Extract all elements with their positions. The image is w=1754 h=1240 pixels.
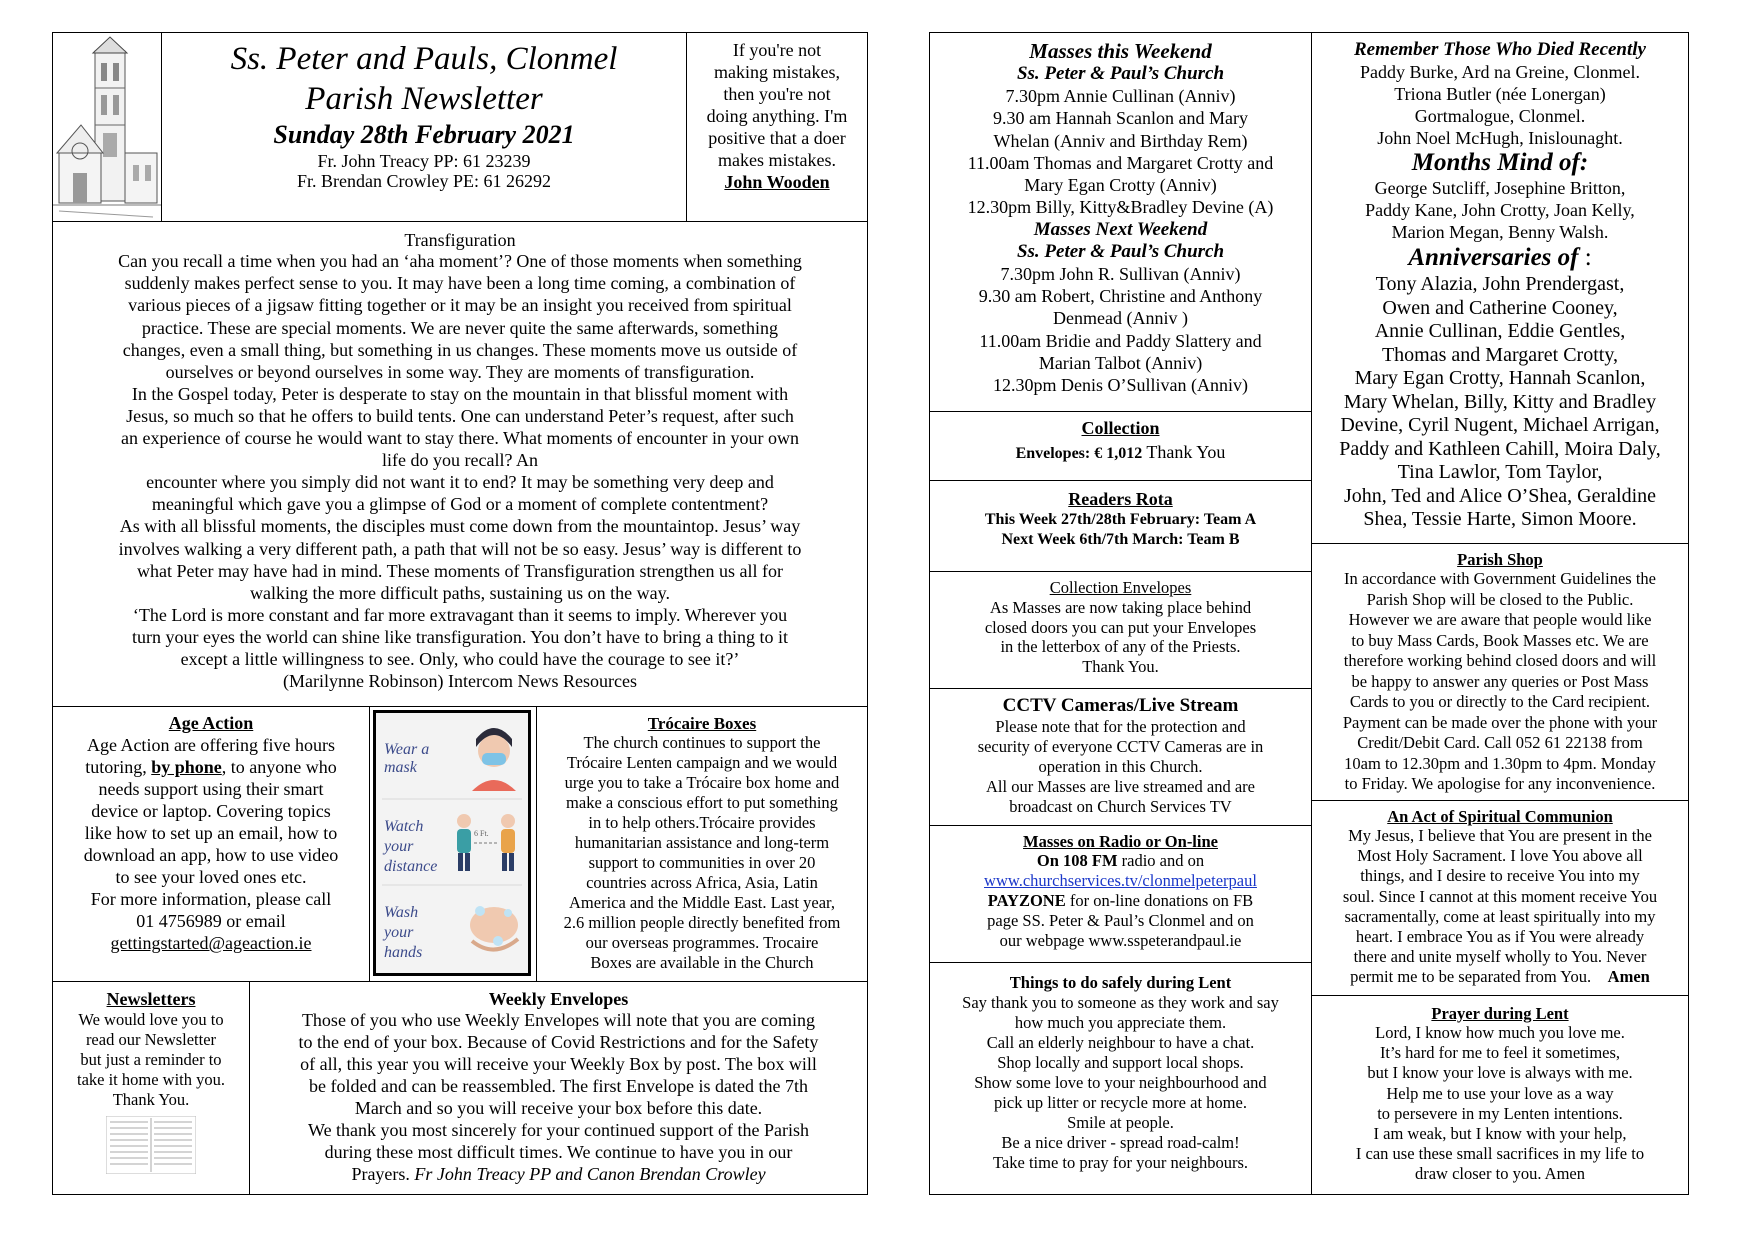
transfiguration-line-9: an experience of course he would want to stay there. What moments of encounter in your own xyxy=(121,428,799,449)
trocaire-line-1: The church continues to support the xyxy=(583,733,821,752)
remember-title: Remember Those Who Died Recently xyxy=(1353,39,1646,60)
lent-tip-line-8: Be a nice driver - spread road-calm! xyxy=(1001,1133,1240,1152)
article-body xyxy=(53,250,867,692)
trocaire-line-5: in to help others.Trócaire provides xyxy=(588,813,816,832)
masses-next-weekend-list xyxy=(930,263,1311,397)
transfiguration-line-13: As with all blissful moments, the disciples must come down from the mountaintop. Jesus’ way xyxy=(119,516,801,537)
mass-this-weekend-line-2: 9.30 am Hannah Scanlon and Mary xyxy=(993,108,1248,129)
transfiguration-line-10: life do you recall? An xyxy=(382,450,538,471)
quote-line-5: positive that a doer xyxy=(708,128,846,148)
newsletter-date: Sunday 28th February 2021 xyxy=(273,120,575,149)
weekly-envelopes-box xyxy=(249,981,868,1195)
transfiguration-line-17: ‘The Lord is more constant and far more extravagant than it seems to imply. Wherever you xyxy=(132,604,788,625)
transfiguration-line-16: walking the more difficult paths, sustaining us on the way. xyxy=(250,582,670,603)
cctv-line-4: All our Masses are live streamed and are xyxy=(986,777,1255,796)
mass-next-weekend-line-4: 11.00am Bridie and Paddy Slattery and xyxy=(979,330,1262,351)
newsletters-body xyxy=(53,1010,249,1110)
cctv-title: CCTV Cameras/Live Stream xyxy=(1002,695,1239,716)
anniversary-line-7: Devine, Cyril Nugent, Michael Arrigan, xyxy=(1340,414,1660,436)
church-drawing xyxy=(53,33,161,221)
spiritual-communion-line-7: there and unite myself wholly to You. Never xyxy=(1353,947,1647,967)
died-recently-line-3: Gortmalogue, Clonmel. xyxy=(1414,106,1586,126)
quote-line-2: making mistakes, xyxy=(714,62,840,82)
church-illustration-box xyxy=(52,32,162,222)
weekly-envelopes-line-2: to the end of your box. Because of Covid Restrictions and for the Safety xyxy=(298,1032,819,1053)
transfiguration-line-12: meaningful which gave you a glimpse of God or a moment of complete contentment? xyxy=(151,494,769,515)
mass-next-weekend-line-5: Marian Talbot (Anniv) xyxy=(1038,352,1203,373)
masses-this-weekend-title: Masses this Weekend xyxy=(1029,39,1212,63)
parish-shop-line-5: therefore working behind closed doors and will xyxy=(1343,651,1657,670)
masses-this-weekend-list xyxy=(930,85,1311,219)
church-name-1: Ss. Peter & Paul’s Church xyxy=(1016,63,1225,84)
trocaire-line-9: America and the Middle East. Last year, xyxy=(569,893,835,912)
parish-shop-line-11: to Friday. We apologise for any inconvenience. xyxy=(1344,774,1656,793)
newsletter-title: Parish Newsletter xyxy=(305,81,543,117)
newsletters-box xyxy=(52,981,250,1195)
readers-this-week: This Week 27th/28th February: Team A xyxy=(984,511,1257,528)
newsletters-title: Newsletters xyxy=(106,989,196,1009)
trocaire-line-3: urge you to take a Trócaire box home and xyxy=(564,773,840,792)
weekly-envelopes-line-3: of all, this year you will receive your Weekly Box by post. The box will xyxy=(300,1054,817,1075)
age-action-line-1: needs support using their smart xyxy=(98,779,324,799)
spiritual-communion-line-5: sacramentally, come at least spiritually into my xyxy=(1344,906,1656,926)
transfiguration-line-11: encounter where you simply did not want it to end? It may be something very deep and xyxy=(146,472,774,493)
anniversary-line-4: Thomas and Margaret Crotty, xyxy=(1381,343,1619,366)
by-phone-text: by phone xyxy=(151,757,222,777)
age-action-line-7: 01 4756989 or email xyxy=(136,911,286,931)
weekly-envelopes-line-6: We thank you most sincerely for your continued support of the Parish xyxy=(308,1120,809,1141)
spiritual-communion-body xyxy=(1312,826,1688,967)
anniversary-line-6: Mary Whelan, Billy, Kitty and Bradley xyxy=(1343,390,1657,413)
quote-line-1: If you're not xyxy=(732,40,822,60)
radio-online-box xyxy=(929,825,1312,963)
collection-envelopes-line-2: closed doors you can put your Envelopes xyxy=(984,617,1257,637)
covid-poster-frame xyxy=(369,706,537,982)
parish-shop-line-8: Payment can be made over the phone with your xyxy=(1342,712,1658,732)
mass-next-weekend-line-1: 7.30pm John R. Sullivan (Anniv) xyxy=(1000,263,1241,284)
mass-this-weekend-line-1: 7.30pm Annie Cullinan (Anniv) xyxy=(1005,86,1236,106)
newsletters-line-3: but just a reminder to xyxy=(80,1050,222,1069)
lent-tips-body xyxy=(930,993,1311,1173)
mass-this-weekend-line-3: Whelan (Anniv and Birthday Rem) xyxy=(993,130,1248,151)
prayer-lent-body xyxy=(1312,1023,1688,1185)
lent-tip-line-9: Take time to pray for your neighbours. xyxy=(993,1153,1248,1172)
anniversaries-list xyxy=(1312,273,1688,532)
lent-tip-line-5: Show some love to your neighbourhood and xyxy=(974,1073,1267,1092)
quote-line-3: then you're not xyxy=(723,84,831,104)
parish-shop-line-4: to buy Mass Cards, Book Masses etc. We are xyxy=(1351,630,1649,650)
mass-next-weekend-line-2: 9.30 am Robert, Christine and Anthony xyxy=(978,286,1263,307)
spiritual-communion-last: permit me to be separated from You. Amen xyxy=(1350,967,1650,987)
church-name-2: Ss. Peter & Paul’s Church xyxy=(1016,240,1225,262)
died-recently-line-1: Paddy Burke, Ard na Greine, Clonmel. xyxy=(1360,62,1640,82)
weekly-envelopes-line-7: during these most difficult times. We continue to have you in our xyxy=(324,1142,793,1163)
parish-shop-body xyxy=(1312,569,1688,795)
months-mind-list xyxy=(1312,177,1688,243)
spiritual-communion-line-1: My Jesus, I believe that You are present in the xyxy=(1348,826,1652,845)
cctv-line-2: security of everyone CCTV Cameras are in xyxy=(977,737,1264,756)
masses-box xyxy=(929,32,1312,412)
transfiguration-article xyxy=(52,221,868,707)
weekly-envelopes-line-1: Those of you who use Weekly Envelopes will note that you are coming xyxy=(301,1010,816,1031)
quote-author: John Wooden xyxy=(724,172,830,192)
parish-shop-line-3: However we are aware that people would like xyxy=(1348,610,1652,629)
prayer-lent-line-4: Help me to use your love as a way xyxy=(1386,1083,1614,1103)
cctv-line-5: broadcast on Church Services TV xyxy=(1009,797,1232,816)
age-action-line-4: download an app, how to use video xyxy=(83,845,339,865)
trocaire-line-11: our overseas programmes. Trocaire xyxy=(585,933,819,952)
newsletters-line-5: Thank You. xyxy=(112,1090,190,1109)
weekly-envelopes-line-5: March and so you will receive your box before this date. xyxy=(354,1098,763,1119)
collection-envelopes-title: Collection Envelopes xyxy=(1049,578,1192,597)
prayer-lent-line-5: to persevere in my Lenten intentions. xyxy=(1377,1103,1623,1123)
spiritual-communion-line-4: soul. Since I cannot at this moment receive You xyxy=(1342,886,1658,906)
readers-rota-box xyxy=(929,480,1312,572)
age-action-line-2: device or laptop. Covering topics xyxy=(91,801,331,821)
anniversary-line-11: Shea, Tessie Harte, Simon Moore. xyxy=(1363,508,1637,530)
masthead xyxy=(161,32,687,222)
poster-distance-label: 6 Ft. xyxy=(474,829,489,838)
collection-envelopes-line-4: Thank You. xyxy=(1082,656,1159,676)
poster-wash-hands: Wash your hands xyxy=(384,904,423,961)
parish-shop-line-9: Credit/Debit Card. Call 052 61 22138 from xyxy=(1357,733,1643,752)
mass-this-weekend-line-5: Mary Egan Crotty (Anniv) xyxy=(1024,175,1217,196)
prayer-lent-line-3: but I know your love is always with me. xyxy=(1367,1063,1633,1083)
readers-next-week: Next Week 6th/7th March: Team B xyxy=(1001,531,1240,548)
mass-next-weekend-line-6: 12.30pm Denis O’Sullivan (Anniv) xyxy=(993,375,1248,396)
cctv-body xyxy=(930,717,1311,817)
newsletter-thumbnail xyxy=(106,1116,196,1174)
spiritual-communion-line-3: things, and I desire to receive You into my xyxy=(1360,866,1640,886)
trocaire-body xyxy=(537,733,867,973)
lent-tips-title: Things to do safely during Lent xyxy=(1009,973,1232,992)
transfiguration-line-20: (Marilynne Robinson) Intercom News Resources xyxy=(283,671,637,692)
parish-shop-title: Parish Shop xyxy=(1457,550,1543,569)
mass-this-weekend-line-4: 11.00am Thomas and Margaret Crotty and xyxy=(967,152,1274,173)
anniversary-line-3: Annie Cullinan, Eddie Gentles, xyxy=(1374,320,1626,342)
anniversary-line-10: John, Ted and Alice O’Shea, Geraldine xyxy=(1343,484,1657,507)
age-action-line-1: Age Action are offering five hours xyxy=(86,735,336,755)
transfiguration-line-7: In the Gospel today, Peter is desperate to stay on the mountain in that blissful moment with xyxy=(131,383,789,404)
collection-envelopes-body xyxy=(930,598,1311,676)
died-recently-line-4: John Noel McHugh, Inislounaght. xyxy=(1377,128,1623,148)
weekly-envelopes-signoff: Prayers. Fr John Treacy PP and Canon Brendan Crowley xyxy=(351,1164,766,1185)
age-action-email-link[interactable]: gettingstarted@ageaction.ie xyxy=(110,933,312,953)
mass-this-weekend-line-6: 12.30pm Billy, Kitty&Bradley Devine (A) xyxy=(967,197,1274,218)
parish-shop-line-1: In accordance with Government Guidelines the xyxy=(1343,569,1656,588)
parish-shop-line-2: Parish Shop will be closed to the Public. xyxy=(1366,589,1634,609)
newsletter-title-parish: Ss. Peter and Pauls, Clonmel xyxy=(230,41,618,77)
spiritual-communion-line-2: Most Holy Sacrament. I love You above all xyxy=(1357,846,1643,866)
radio-online-title: Masses on Radio or On-line xyxy=(1023,832,1218,851)
transfiguration-line-5: changes, even a small thing, but something in us changes. These moments move us outside of xyxy=(122,339,798,360)
remember-box xyxy=(1311,32,1689,544)
spiritual-communion-box xyxy=(1311,800,1689,996)
parish-shop-box xyxy=(1311,543,1689,801)
trocaire-title: Trócaire Boxes xyxy=(647,714,757,733)
trocaire-line-6: humanitarian assistance and long-term xyxy=(574,833,830,852)
weekly-envelopes-title: Weekly Envelopes xyxy=(488,989,629,1009)
spiritual-communion-line-6: heart. I embrace You as if You were already xyxy=(1355,927,1645,947)
cctv-box xyxy=(929,688,1312,826)
died-recently-list xyxy=(1312,61,1688,149)
anniversary-line-2: Owen and Catherine Cooney, xyxy=(1382,296,1618,319)
quote-line-6: makes mistakes. xyxy=(718,150,836,170)
months-mind-title: Months Mind of: xyxy=(1411,149,1589,176)
trocaire-line-4: make a conscious effort to put something xyxy=(566,793,838,812)
trocaire-line-10: 2.6 million people directly benefited from xyxy=(563,913,841,932)
anniversary-line-5: Mary Egan Crotty, Hannah Scanlon, xyxy=(1354,367,1646,389)
transfiguration-line-1: Can you recall a time when you had an ‘aha moment’? One of those moments when something xyxy=(118,251,802,272)
age-action-line-2: tutoring, by phone, to anyone who xyxy=(85,757,337,777)
prayer-lent-line-2: It’s hard for me to feel it sometimes, xyxy=(1379,1043,1621,1063)
mass-next-weekend-line-3: Denmead (Anniv ) xyxy=(1053,308,1188,329)
prayer-lent-box xyxy=(1311,995,1689,1195)
prayer-lent-line-6: I am weak, but I know with your help, xyxy=(1373,1124,1627,1144)
poster-watch-distance: Watch your distance xyxy=(384,818,438,875)
trocaire-line-2: Trócaire Lenten campaign and we would xyxy=(566,753,838,772)
parish-shop-line-10: 10am to 12.30pm and 1.30pm to 4pm. Monday xyxy=(1344,753,1656,773)
parish-shop-line-7: Cards to you or directly to the Card recipient. xyxy=(1349,692,1651,711)
trocaire-line-12: Boxes are available in the Church xyxy=(590,953,814,972)
priest-contact-1: Fr. John Treacy PP: 61 23239 xyxy=(317,151,531,171)
collection-envelopes-line-1: As Masses are now taking place behind xyxy=(989,598,1252,617)
readers-rota-title: Readers Rota xyxy=(1068,489,1173,509)
masses-next-weekend-title: Masses Next Weekend xyxy=(1033,218,1208,240)
newsletters-line-2: read our Newsletter xyxy=(85,1030,217,1049)
prayer-lent-title: Prayer during Lent xyxy=(1431,1004,1569,1023)
months-mind-line-2: Paddy Kane, John Crotty, Joan Kelly, xyxy=(1365,200,1635,220)
months-mind-line-1: George Sutcliff, Josephine Britton, xyxy=(1374,178,1626,198)
collection-envelopes-line-3: in the letterbox of any of the Priests. xyxy=(1000,637,1241,656)
lent-tip-line-4: Shop locally and support local shops. xyxy=(997,1053,1244,1072)
age-action-line-6: For more information, please call xyxy=(90,889,332,909)
anniversary-line-9: Tina Lawlor, Tom Taylor, xyxy=(1397,461,1603,483)
lent-tip-line-3: Call an elderly neighbour to have a chat. xyxy=(986,1033,1255,1052)
lent-tip-line-2: how much you appreciate them. xyxy=(1014,1013,1227,1032)
collection-title: Collection xyxy=(1081,418,1160,438)
radio-online-line-1: page SS. Peter & Paul’s Clonmel and on xyxy=(987,911,1254,930)
article-title: Transfiguration xyxy=(404,230,516,250)
age-action-line-3: like how to set up an email, how to xyxy=(84,823,338,843)
anniversaries-title: Anniversaries of : xyxy=(1408,244,1592,271)
transfiguration-line-4: practice. These are special moments. We are never quite the same afterwards, something xyxy=(141,317,779,338)
quote-box xyxy=(686,32,868,222)
anniversary-line-8: Paddy and Kathleen Cahill, Moira Daly, xyxy=(1339,437,1661,460)
died-recently-line-2: Triona Butler (née Lonergan) xyxy=(1394,84,1606,104)
collection-envelopes-box xyxy=(929,571,1312,689)
quote-text xyxy=(687,39,867,171)
collection-amount: Envelopes: € 1,012 Thank You xyxy=(1015,442,1226,462)
payzone-line: PAYZONE for on-line donations on FB xyxy=(987,891,1254,910)
transfiguration-line-6: ourselves or beyond ourselves in some way. They are moments of transfiguration. xyxy=(165,361,755,382)
covid-poster xyxy=(373,710,531,976)
transfiguration-line-8: Jesus, so much so that he offers to build tents. One can understand Peter’s request, after such xyxy=(126,405,794,426)
transfiguration-line-3: various pieces of a jigsaw fitting together or it may be an insight you received from spiritual xyxy=(128,295,792,316)
church-services-link[interactable]: www.churchservices.tv/clonmelpeterpaul xyxy=(984,871,1257,890)
transfiguration-line-19: except a little willingness to see. Only, who could have the courage to see it?’ xyxy=(180,648,740,669)
spiritual-communion-title: An Act of Spiritual Communion xyxy=(1387,807,1613,826)
lent-tip-line-7: Smile at people. xyxy=(1067,1113,1174,1132)
lent-tips-box xyxy=(929,962,1312,1195)
poster-wear-mask: Wear a mask xyxy=(384,741,430,776)
radio-fm-line: On 108 FM radio and on xyxy=(1036,851,1205,870)
parish-shop-line-6: be happy to answer any queries or Post Mass xyxy=(1351,671,1649,691)
lent-tip-line-1: Say thank you to someone as they work and say xyxy=(962,993,1279,1012)
transfiguration-line-18: turn your eyes the world can shine like transfiguration. You don’t have to bring a thing to it xyxy=(131,626,789,647)
trocaire-line-8: countries across Africa, Asia, Latin xyxy=(586,873,818,892)
weekly-envelopes-line-4: be folded and can be reassembled. The first Envelope is dated the 7th xyxy=(309,1076,808,1097)
age-action-line-5: to see your loved ones etc. xyxy=(115,867,307,887)
age-action-box xyxy=(52,706,370,982)
age-action-body xyxy=(53,778,369,932)
months-mind-line-3: Marion Megan, Benny Walsh. xyxy=(1391,222,1609,242)
weekly-envelopes-body xyxy=(250,1009,867,1163)
newsletters-line-1: We would love you to xyxy=(78,1010,224,1029)
radio-online-line-2: our webpage www.sspeterandpaul.ie xyxy=(999,931,1242,950)
transfiguration-line-15: what Peter may have had in mind. These moments of Transfiguration strengthen us all for xyxy=(136,560,784,581)
anniversary-line-1: Tony Alazia, John Prendergast, xyxy=(1375,273,1625,295)
prayer-lent-line-1: Lord, I know how much you love me. xyxy=(1375,1023,1625,1042)
wash-hands-icon xyxy=(470,906,518,950)
lent-tip-line-6: pick up litter or recycle more at home. xyxy=(994,1093,1247,1112)
quote-line-4: doing anything. I'm xyxy=(706,106,848,126)
transfiguration-line-2: suddenly makes perfect sense to you. It may have been a long time coming, a combination of xyxy=(124,273,796,294)
prayer-lent-line-7: I can use these small sacrifices in my life to xyxy=(1355,1144,1645,1164)
cctv-line-3: operation in this Church. xyxy=(1038,757,1203,776)
cctv-line-1: Please note that for the protection and xyxy=(995,717,1246,736)
collection-box xyxy=(929,411,1312,481)
prayer-lent-line-8: draw closer to you. Amen xyxy=(1414,1164,1585,1184)
priest-contact-2: Fr. Brendan Crowley PE: 61 26292 xyxy=(297,171,551,192)
trocaire-box xyxy=(536,706,868,982)
trocaire-line-7: support to communities in over 20 xyxy=(588,853,816,872)
radio-online-body xyxy=(930,911,1311,951)
transfiguration-line-14: involves walking a very different path, a path that will not be so easy. Jesus’ way is different to xyxy=(118,538,802,559)
age-action-title: Age Action xyxy=(168,713,254,733)
newsletters-line-4: take it home with you. xyxy=(76,1070,226,1089)
